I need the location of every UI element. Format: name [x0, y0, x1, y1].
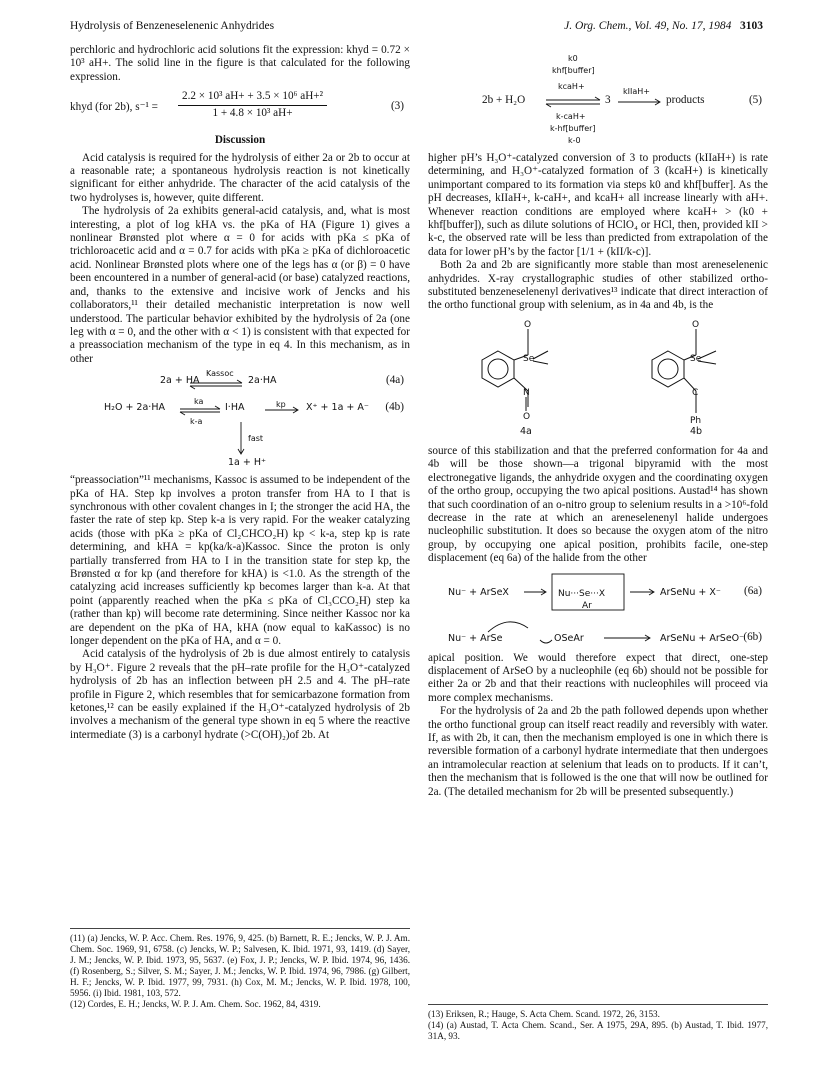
eq4-bottom: 1a + H⁺	[228, 457, 267, 469]
right-paragraph-1: higher pH’s H₃O⁺-catalyzed conversion of 3 to products (kIIaH+) is rate determining, and H₃O⁺-catalyzed formation of 3 (kcaH+) is kinetically unimportant compared to its formation via steps k0 and khf[buffer]. As the pH decreases, kIIaH+, k-caH+, and kcaH+ all increase linearly with aH+. Whenever reaction conditions are employed where kcaH+ > (k0 + khf[buffer]), such as dilute solutions of HClO₄ or HCl, then, provided kII > k-c, the observed rate will be less than predicted from extrapolation of the data for lower pH’s by the factor [1/1 + (kII/k-c)].	[428, 152, 768, 258]
discussion-paragraph-3: “preassociation”¹¹ mechanisms, Kassoc is assumed to be independent of the pKa of HA. Step kp involves a proton transfer from HA to I that is synchronous with other covalent changes in I; the stronger the acid HA, the faster the rate of step kp. Step k-a is very rapid. For the weaker catalyzing acids (those with pKa ≥ pKa of Cl₂CHCO₂H) kp < k-a, step kp is rate determining, and kHA = kp(ka/k-a)Kassoc. Since the proton is only partially transferred from HA to I in the transition state for step kp, the Brønsted α for kp (and therefore for kHA) is <1.0. As the strength of the catalyzing acid increases sufficiently kp becomes larger than k-a. At that point (apparently reached when the pKa ≤ pKa of Cl₃CCO₂H) step ka (rather than kp) will become rate determining. Since neither Kassoc nor ka are dependent on the pKa of HA, kHA (now equal to kaKassoc) is no longer dependent on the pKa of HA, and α = 0.	[70, 474, 410, 647]
running-head	[70, 20, 763, 36]
eq3-lhs: khyd (for 2b), s⁻¹ =	[70, 101, 158, 114]
eq4b-ka: ka	[194, 397, 204, 407]
eq4a-k: Kassoc	[206, 369, 234, 379]
eq4b-label: (4b)	[385, 401, 404, 414]
eq5-left: 2b + H₂O	[482, 94, 526, 106]
svg-text:Se: Se	[690, 353, 702, 364]
equation-6-scheme	[428, 570, 768, 650]
eq4b-right: X⁺ + 1a + A⁻	[306, 402, 369, 414]
eq5-k0: k0	[568, 54, 578, 63]
equation-5-scheme	[428, 48, 768, 148]
svg-text:Se: Se	[523, 353, 535, 364]
label-4b: 4b	[690, 425, 703, 437]
eq4a-label: (4a)	[385, 374, 404, 387]
eq5-kmc: k-caH+	[556, 112, 586, 121]
eq4-fast: fast	[248, 434, 264, 444]
eq6b-right: ArSeNu + ArSeO⁻	[660, 632, 745, 644]
eq5-khf: khf[buffer]	[552, 66, 595, 75]
eq6b-label: (6b)	[743, 630, 762, 643]
svg-text:O: O	[524, 319, 532, 330]
svg-text:Ar: Ar	[582, 600, 592, 611]
eq3-label: (3)	[390, 100, 404, 113]
discussion-paragraph-1: Acid catalysis is required for the hydrolysis of either 2a or 2b to occur at a reasonable rate; a spontaneous hydrolysis reaction is not kinetically significant for either anhydride. The character of the acid catalysis of the two hydrolyses is, however, quite different.	[70, 151, 410, 204]
eq4b-intermediate: I·HA	[225, 402, 245, 414]
svg-text:O: O	[523, 411, 531, 422]
eq6a-label: (6a)	[743, 584, 762, 597]
eq3-numerator: 2.2 × 10³ aH+ + 3.5 × 10⁶ aH+²	[178, 90, 327, 105]
right-paragraph-2: Both 2a and 2b are significantly more stable than most areneselenenic anhydrides. X-ray crystallographic studies of other stabilized ortho-substituted benzeneselenenyl derivatives¹³ indicate that direct interaction of the ortho functional group with selenium, as in 4a and 4b, is the	[428, 259, 768, 312]
svg-text:O: O	[692, 319, 700, 330]
right-footnotes	[428, 1004, 768, 1042]
eq4b-kp: kp	[276, 400, 286, 410]
eq4a-right: 2a·HA	[248, 375, 277, 387]
eq4b-kma: k-a	[190, 417, 203, 427]
right-column	[428, 44, 768, 799]
eq5-km0: k-0	[568, 136, 581, 145]
eq4-arrows-svg	[70, 370, 410, 470]
intro-paragraph: perchloric and hydrochloric acid solutions fit the expression: khyd = 0.72 × 10³ aH+. The solid line in the figure is that calculated for the following expression.	[70, 44, 410, 83]
equation-4-scheme	[70, 370, 410, 470]
footnote-11: (11) (a) Jencks, W. P. Acc. Chem. Res. 1976, 9, 425. (b) Barnett, R. E.; Jencks, W. P. J. Am. Chem. Soc. 1969, 91, 6758. (c) Jencks, W. P.; Salvesen, K. Ibid. 1971, 93, 1419. (d) Sayer, J. M.; Jencks, W. P. Ibid. 1973, 95, 5637. (e) Fox, J. P.; Jencks, W. P. Ibid. 1974, 96, 1436. (f) Rosenberg, S.; Silver, S. M.; Sayer, J. M.; Jencks, W. P. Ibid. 1974, 96, 7986. (g) Gilbert, H. F.; Jencks, W. P. Ibid. 1977, 99, 7931. (h) Cox, M. M.; Jencks, W. P. Ibid. 1978, 100, 5956. (i) Ibid. 1981, 103, 572.	[70, 933, 410, 998]
running-head-journal: J. Org. Chem., Vol. 49, No. 17, 1984 3103	[564, 20, 763, 32]
equation-3	[70, 88, 410, 128]
eq5-label: (5)	[748, 94, 762, 106]
eq6a-left: Nu⁻ + ArSeX	[448, 586, 509, 598]
label-4a: 4a	[520, 425, 532, 437]
eq3-denominator: 1 + 4.8 × 10³ aH+	[212, 106, 293, 119]
eq5-right: products	[666, 94, 705, 106]
svg-text:N: N	[523, 387, 530, 398]
eq5-intermediate: 3	[605, 94, 611, 106]
structures-svg	[428, 319, 768, 439]
svg-text:Ph: Ph	[690, 415, 702, 426]
eq4a-left: 2a + HA	[160, 375, 200, 387]
eq5-arrows-svg	[428, 48, 768, 148]
running-head-title: Hydrolysis of Benzeneselenenic Anhydrides	[70, 20, 275, 32]
eq4b-left: H₂O + 2a·HA	[104, 402, 165, 414]
discussion-paragraph-4: Acid catalysis of the hydrolysis of 2b is due almost entirely to catalysis by H₃O⁺. Figure 2 reveals that the pH–rate profile for the H₃O⁺-catalyzed hydrolysis of 2b has an inflection between pH 2.5 and 4. The pH–rate profile in Figure 2, which resembles that for semicarbazone formation from ketones,¹² can be easily explained if the H₃O⁺-catalyzed hydrolysis of 2b involves a mechanism of the general type shown in eq 5 where the reactive intermediate (3) is a carbonyl hydrate (>C(OH)₂)of 2b. At	[70, 648, 410, 741]
eq5-kc: kcaH+	[558, 82, 585, 91]
structures-4a-4b	[428, 319, 768, 439]
right-paragraph-3: source of this stabilization and that the preferred conformation for 4a and 4b will be those shown—a trigonal bipyramid with the most electronegative ligands, the anhydride oxygen and the coordinating oxygen of the ortho group, occupying the two apical positions. Austad¹⁴ has shown that such coordination of an o-nitro group to selenium results in a >10⁶-fold decrease in the rate at which an areneselenenyl halide undergoes nucleophilic substitution. It does so because the oxygen atom of the nitro group, by occupying one apical position, prohibits facile, one-step displacement (eq 6a) of the halide from the other	[428, 444, 768, 565]
svg-text:C: C	[692, 387, 699, 398]
eq6b-oser: OSeAr	[554, 632, 584, 644]
right-paragraph-5: For the hydrolysis of 2a and 2b the path followed depends upon whether the ortho functional group can itself react readily and reversibly with water. If, as with 2b, it can, then the mechanism employed is one in which there is reversible formation of a carbonyl hydrate intermediate that then undergoes an intramolecular reaction at selenium that leads on to products. If it can’t, then the mechanism that is followed is the one that will now be outlined for 2a. (The detailed mechanism for 2b will be presented subsequently.)	[428, 705, 768, 798]
right-paragraph-4: apical position. We would therefore expect that direct, one-step displacement of ArSeO by a nucleophile (eq 6b) should not be possible for either 2a or 2b and that their reactions with nucleophiles will proceed via more complex mechanisms.	[428, 651, 768, 704]
left-column	[70, 44, 410, 742]
eq6a-right: ArSeNu + X⁻	[660, 586, 721, 598]
footnote-13: (13) Eriksen, R.; Hauge, S. Acta Chem. Scand. 1972, 26, 3153.	[428, 1009, 660, 1019]
discussion-heading: Discussion	[214, 134, 266, 147]
footnote-12: (12) Cordes, E. H.; Jencks, W. P. J. Am. Chem. Soc. 1962, 84, 4319.	[70, 999, 321, 1009]
svg-text:Nu···Se···X: Nu···Se···X	[558, 588, 606, 599]
footnote-14: (14) (a) Austad, T. Acta Chem. Scand., Ser. A 1975, 29A, 895. (b) Austad, T. Ibid. 1977, 31A, 93.	[428, 1020, 768, 1041]
left-footnotes	[70, 928, 410, 1010]
eq5-kII: kIIaH+	[623, 87, 650, 96]
discussion-paragraph-2: The hydrolysis of 2a exhibits general-acid catalysis, and, what is most interesting, a plot of log kHA vs. the pKa of HA (Figure 1) gives a nonlinear Brønsted plot where α = 0 for acids with pKa ≤ pKa of trichloroacetic acid and α = 0.7 for acids with pKa ≥ pKa of dichloroacetic acid. Nonlinear Brønsted plots where one of the legs has α (or β) = 0 have been encountered in a number of general-acid (or base) catalyzed reactions, and, thanks to the extensive and incisive work of Jencks and his collaborators,¹¹ their detailed mechanistic interpretation is now well understood. The particular behavior exhibited by the hydrolysis of 2a (one leg with α = 0, and the other with α < 1) is consistent with that expected for a preassociation mechanism of the type in eq 4. In this mechanism, as in other	[70, 205, 410, 365]
page-number: 3103	[740, 20, 763, 32]
eq3-fraction	[178, 90, 327, 120]
eq6b-left: Nu⁻ + ArSe	[448, 632, 503, 644]
eq5-kmhf: k-hf[buffer]	[550, 124, 596, 133]
